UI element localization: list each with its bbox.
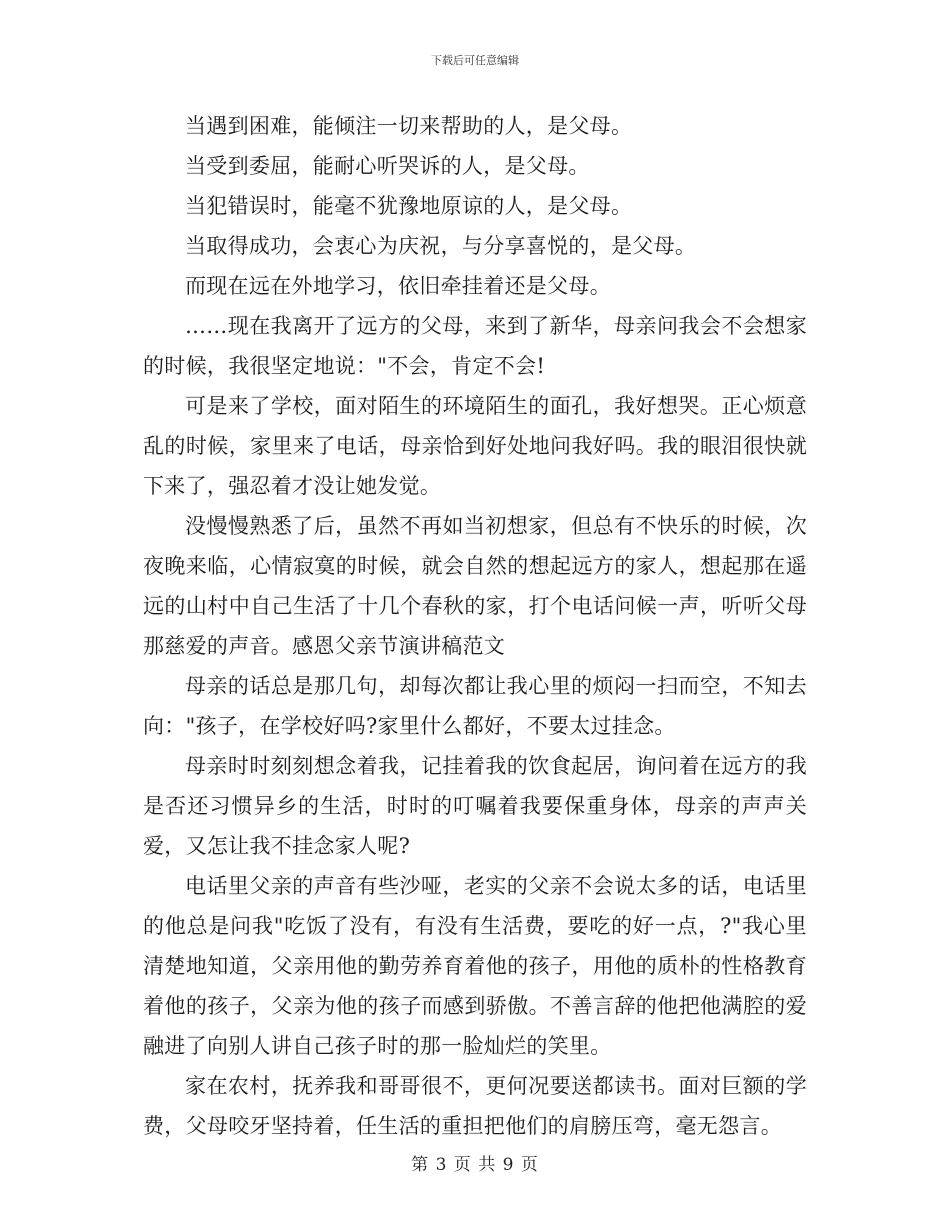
paragraph: 当取得成功，会衷心为庆祝，与分享喜悦的，是父母。 <box>185 234 697 258</box>
paragraph: 电话里父亲的声音有些沙哑，老实的父亲不会说太多的话，电话里的他总是问我"吃饭了没有，有没有生活费，要吃的好一点，?"我心里清楚地知道，父亲用他的勤劳养育着他的孩子，用他的质朴的性格教育着他的孩子，父亲为他的孩子而感到骄傲。不善言辞的他把他满腔的爱融进了向别人讲自己孩子时的那一脸灿烂的笑里。 <box>143 874 807 1058</box>
paragraph: 当遇到困难，能倾注一切来帮助的人，是父母。 <box>185 114 633 138</box>
page-number: 第 3 页 共 9 页 <box>411 1155 539 1175</box>
paragraph: 当受到委屈，能耐心听哭诉的人，是父母。 <box>185 154 590 178</box>
paragraph: 可是来了学校，面对陌生的环境陌生的面孔，我好想哭。正心烦意乱的时候，家里来了电话，母亲恰到好处地问我好吗。我的眼泪很快就下来了，强忍着才没让她发觉。 <box>143 394 807 498</box>
paragraph: 没慢慢熟悉了后，虽然不再如当初想家，但总有不快乐的时候，次夜晚来临，心情寂寞的时候，就会自然的想起远方的家人，想起那在遥远的山村中自己生活了十几个春秋的家，打个电话问候一声，听听父母那慈爱的声音。感恩父亲节演讲稿范文 <box>143 514 807 658</box>
paragraph: ……现在我离开了远方的父母，来到了新华，母亲问我会不会想家的时候，我很坚定地说："不会，肯定不会! <box>143 314 807 378</box>
paragraph: 家在农村，抚养我和哥哥很不，更何况要送都读书。面对巨额的学费，父母咬牙坚持着，任生活的重担把他们的肩膀压弯，毫无怨言。 <box>143 1074 807 1138</box>
paragraph: 母亲的话总是那几句，却每次都让我心里的烦闷一扫而空，不知去向："孩子，在学校好吗?家里什么都好，不要太过挂念。 <box>143 674 807 738</box>
page-header: 下载后可任意编辑 <box>431 54 519 67</box>
paragraph: 而现在远在外地学习，依旧牵挂着还是父母。 <box>185 274 611 298</box>
document-body <box>143 106 807 1146</box>
paragraph: 当犯错误时，能毫不犹豫地原谅的人，是父母。 <box>185 194 633 218</box>
paragraph: 母亲时时刻刻想念着我，记挂着我的饮食起居，询问着在远方的我是否还习惯异乡的生活，时时的叮嘱着我要保重身体，母亲的声声关爱，又怎让我不挂念家人呢? <box>143 754 807 858</box>
